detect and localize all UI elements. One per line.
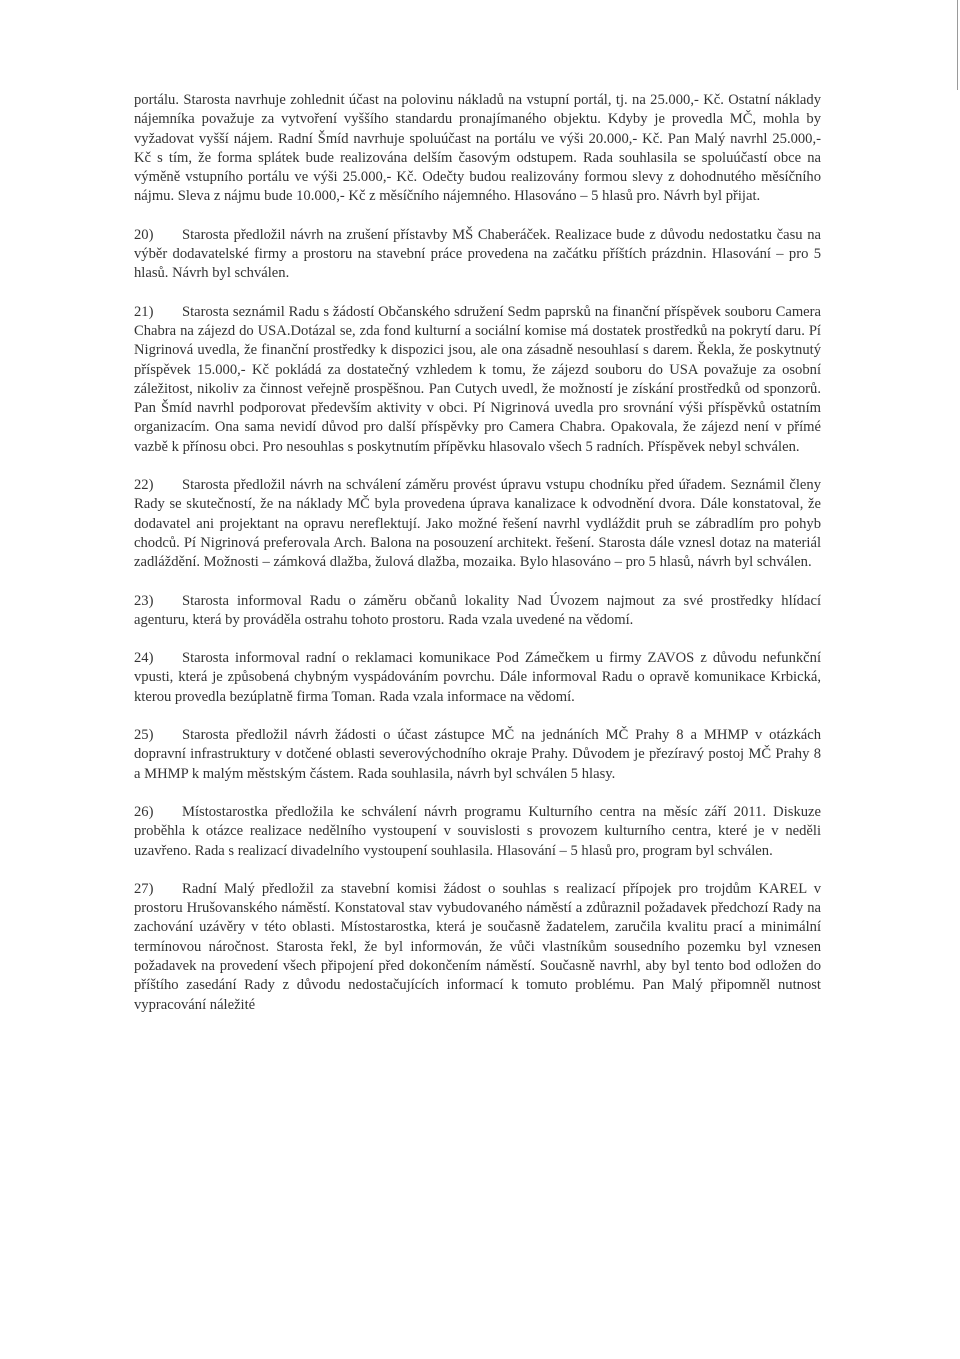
item-text: Místostarostka předložila ke schválení návrh programu Kulturního centra na měsíc září 2011. Diskuze proběhla k otázce realizace nedělního vystoupení v souvislosti s provozem kulturního centra, které je v neděli uzavřeno. Rada s realizací divadelního vystoupení souhlasila. Hlasování – 5 hlasů pro, program byl schválen. [134, 803, 821, 859]
item-text: Starosta informoval radní o reklamaci komunikace Pod Zámečkem u firmy ZAVOS z důvodu nefunkční vpusti, která je způsobená chybným vyspádováním povrchu. Dále informoval Radu o opravě komunikace Krbická, kterou provedla bezúplatně firma Toman. Rada vzala informace na vědomí. [134, 650, 821, 705]
item-text: Starosta informoval Radu o záměru občanů lokality Nad Úvozem najmout za své prostředky hlídací agenturu, která by prováděla ostrahu tohoto prostoru. Rada vzala uvedené na vědomí. [134, 592, 821, 628]
item-number: 22) [134, 477, 154, 494]
agenda-item-22 [134, 476, 821, 572]
agenda-item-25 [134, 726, 821, 784]
item-text: Starosta předložil návrh na schválení záměru provést úpravu vstupu chodníku před úřadem. Seznámil členy Rady se skutečností, že na náklady MČ byla provedena úprava kanalizace k odvodnění dvora. Dále konstatoval, že dodavatel ani projektant na opravu nereflektují. Jako možné řešení navrhl vydláždit pruh se zábradlím pro pohyb chodců. Pí Nigrinová preferovala Arch. Balona na posouzení architekt. řešení. Starosta dále vznesl dotaz na materiál zadláždění. Možnosti – zámková dlažba, žulová dlažba, mozaika. Bylo hlasováno – pro 5 hlasů, návrh byl schválen. [134, 477, 821, 571]
agenda-item-24 [134, 649, 821, 707]
item-text: Radní Malý předložil za stavební komisi žádost o souhlas s realizací přípojek pro trojdům KAREL v prostoru Hrušovanského náměstí. Konstatoval stav vybudovaného náměstí a zdůraznil požadavek předchozí Rady na zachování uzávěry v této oblasti. Místostarostka, která je současně žadatelem, zaručila kvalitu prací a minimální termínovou náročnost. Starosta řekl, že byl informován, že vůči vlastníkům sousedního pozemku byl vznesen požadavek na provedení všech připojení před dokončením náměstí. Současně navrhl, aby byl tento bod odložen do příštího zasedání Rady z důvodu nedostačujících informací k tomuto problému. Pan Malý připomněl nutnost vypracování náležité [134, 880, 821, 1013]
item-number: 26) [134, 803, 154, 820]
item-number: 20) [134, 226, 154, 243]
agenda-item-26 [134, 803, 821, 861]
agenda-item-27 [134, 880, 821, 1015]
item-text: Starosta seznámil Radu s žádostí Občanského sdružení Sedm paprsků na finanční příspěvek souboru Camera Chabra na zájezd do USA.Dotázal se, zda fond kulturní a sociální komise má dostatek prostředků na pokrytí daru. Pí Nigrinová uvedla, že finanční prostředky k dispozici jsou, ale ona zásadně nesouhlasí s darem. Řekla, že poskytnutý příspěvek 15.000,- Kč pokládá za dostatečný vzhledem k tomu, že zájezd souboru do USA považuje za osobní záležitost, nikoliv za činnost veřejně prospěšnou. Pan Cutych uvedl, že možností je získání prostředků od sponzorů. Pan Šmíd navrhl podporovat především aktivity v obci. Pí Nigrinová uvedla pro srovnání výši příspěvků ostatním organizacím. Ona sama nevidí důvod pro další příspěvky pro Camera Chabra. Opakovala, že zájezd není v přímé vazbě k přínosu obci. Pro nesouhlas s poskytnutím přípěvku hlasovalo všech 5 radních. Příspěvek nebyl schválen. [134, 303, 821, 455]
item-number: 24) [134, 650, 154, 667]
item-number: 21) [134, 303, 154, 320]
agenda-item-23 [134, 592, 821, 631]
document-body [134, 91, 821, 1015]
item-text: Starosta předložil návrh žádosti o účast zástupce MČ na jednáních MČ Prahy 8 a MHMP v otázkách dopravní infrastruktury v dotčené oblasti severovýchodního okraje Prahy. Důvodem je přezíravý postoj MČ Prahy 8 a MHMP k malým městským částem. Rada souhlasila, návrh byl schválen 5 hlasy. [134, 727, 821, 782]
agenda-item-21 [134, 303, 821, 457]
item-text: Starosta předložil návrh na zrušení přístavby MŠ Chaberáček. Realizace bude z důvodu nedostatku času na výběr dodavatelské firmy a prostoru na stavební práce provedena na začátku příštích prázdnin. Hlasování – pro 5 hlasů. Návrh byl schválen. [134, 226, 821, 282]
scan-edge-line [957, 0, 958, 90]
item-number: 23) [134, 592, 154, 609]
intro-paragraph: portálu. Starosta navrhuje zohlednit účast na polovinu nákladů na vstupní portál, tj. na 25.000,- Kč. Ostatní náklady nájemníka považuje za vytvoření vyššího standardu pronajímaného objektu. Kdyby je provedla MČ, mohla by vyžadovat vyšší nájem. Radní Šmíd navrhuje spoluúčast na portálu ve výši 20.000,- Kč. Pan Malý navrhl 25.000,- Kč s tím, že forma splátek bude realizována delším časovým odstupem. Rada souhlasila se spoluúčastí obce na výměně vstupního portálu ve výši 25.000,- Kč. Odečty budou realizovány formou slevy z dohodnutého měsíčního nájmu. Sleva z nájmu bude 10.000,- Kč z měsíčního nájemného. Hlasováno – 5 hlasů pro. Návrh byl přijat. [134, 92, 821, 205]
agenda-item-20 [134, 226, 821, 284]
item-number: 25) [134, 727, 154, 744]
item-number: 27) [134, 880, 154, 897]
